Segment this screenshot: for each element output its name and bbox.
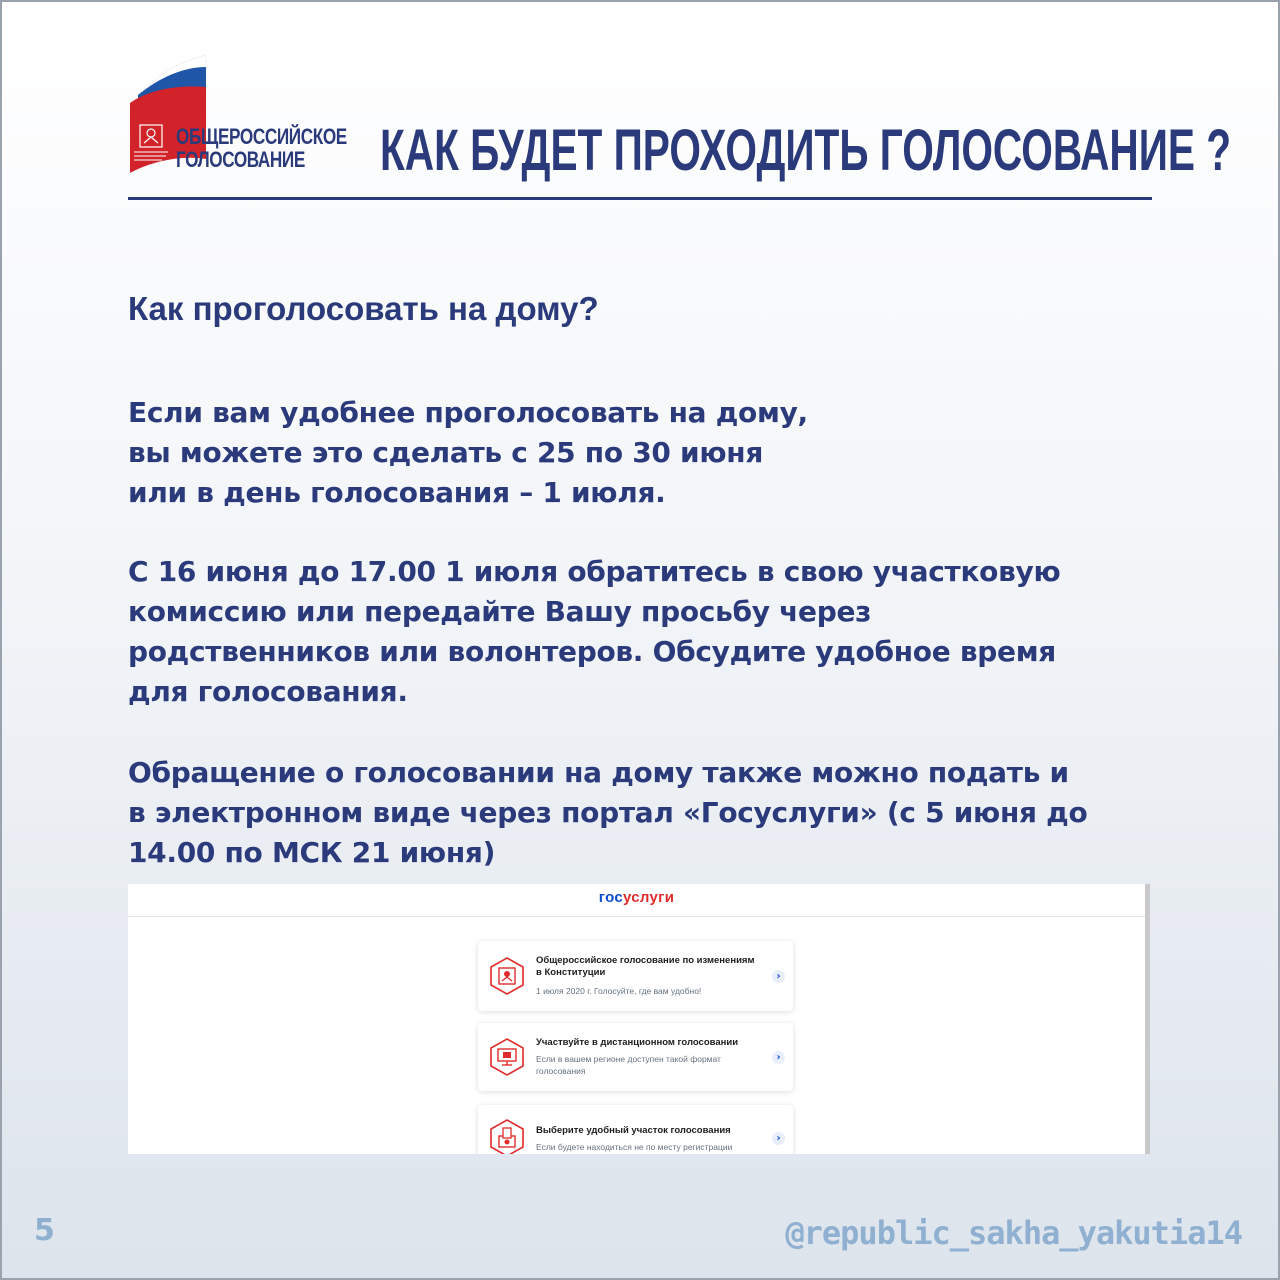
paragraph-line: 14.00 по МСК 21 июня) xyxy=(128,836,496,869)
gosuslugi-header xyxy=(128,884,1145,917)
paragraph-line: вы можете это сделать с 25 по 30 июня xyxy=(128,436,763,469)
social-handle: @republic_sakha_yakutia14 xyxy=(785,1214,1242,1252)
logo-line-2: ГОЛОСОВАНИЕ xyxy=(176,147,305,172)
gosuslugi-logo[interactable] xyxy=(599,889,675,906)
service-card-remote-vote[interactable] xyxy=(478,1023,793,1091)
logo-text xyxy=(176,125,347,171)
emblem-icon xyxy=(488,957,526,995)
brand-part-uslugi: услуги xyxy=(623,889,675,906)
paragraph-line: Обращение о голосовании на дому также можно подать и xyxy=(128,756,1069,789)
ballot-box-icon xyxy=(488,1119,526,1154)
card-title: Участвуйте в дистанционном голосовании xyxy=(536,1037,739,1048)
gosuslugi-screenshot xyxy=(128,884,1150,1154)
paragraph-line: в электронном виде через портал «Госуслуги» (с 5 июня до xyxy=(128,796,1088,829)
paragraph-line: родственников или волонтеров. Обсудите удобное время xyxy=(128,635,1056,668)
brand-part-gos: гос xyxy=(598,889,623,906)
chevron-right-icon[interactable]: › xyxy=(772,1132,785,1145)
paragraph-line: С 16 июня до 17.00 1 июля обратитесь в свою участковую xyxy=(128,555,1061,588)
paragraph-line: комиссию или передайте Вашу просьбу через xyxy=(128,595,872,628)
chevron-right-icon[interactable]: › xyxy=(772,1051,785,1064)
voting-logo xyxy=(128,55,347,177)
card-description: Если будете находиться не по месту регистрации xyxy=(536,1142,733,1152)
card-description: Если в вашем регионе доступен такой формат голосования xyxy=(536,1054,721,1076)
paragraph-line: для голосования. xyxy=(128,675,408,708)
service-card-polling-station[interactable] xyxy=(478,1105,793,1154)
computer-icon xyxy=(488,1038,526,1076)
paragraph-commission-request xyxy=(128,552,1060,712)
paragraph-home-voting-dates xyxy=(128,393,808,513)
card-description: 1 июля 2020 г. Голосуйте, где вам удобно! xyxy=(536,986,702,996)
paragraph-line: или в день голосования – 1 июля. xyxy=(128,476,666,509)
header-divider xyxy=(128,197,1152,200)
page-number: 5 xyxy=(34,1213,55,1248)
card-title: Выберите удобный участок голосования xyxy=(536,1125,731,1136)
page-title: КАК БУДЕТ ПРОХОДИТЬ ГОЛОСОВАНИЕ ? xyxy=(380,118,1232,183)
chevron-right-icon[interactable]: › xyxy=(772,970,785,983)
card-title: Общероссийское голосование по изменениям в Конституции xyxy=(536,955,755,978)
service-card-constitution-vote[interactable] xyxy=(478,941,793,1011)
section-heading: Как проголосовать на дому? xyxy=(128,290,599,327)
paragraph-online-request xyxy=(128,753,1087,873)
logo-line-1: ОБЩЕРОССИЙСКОЕ xyxy=(176,124,347,149)
paragraph-line: Если вам удобнее проголосовать на дому, xyxy=(128,396,808,429)
